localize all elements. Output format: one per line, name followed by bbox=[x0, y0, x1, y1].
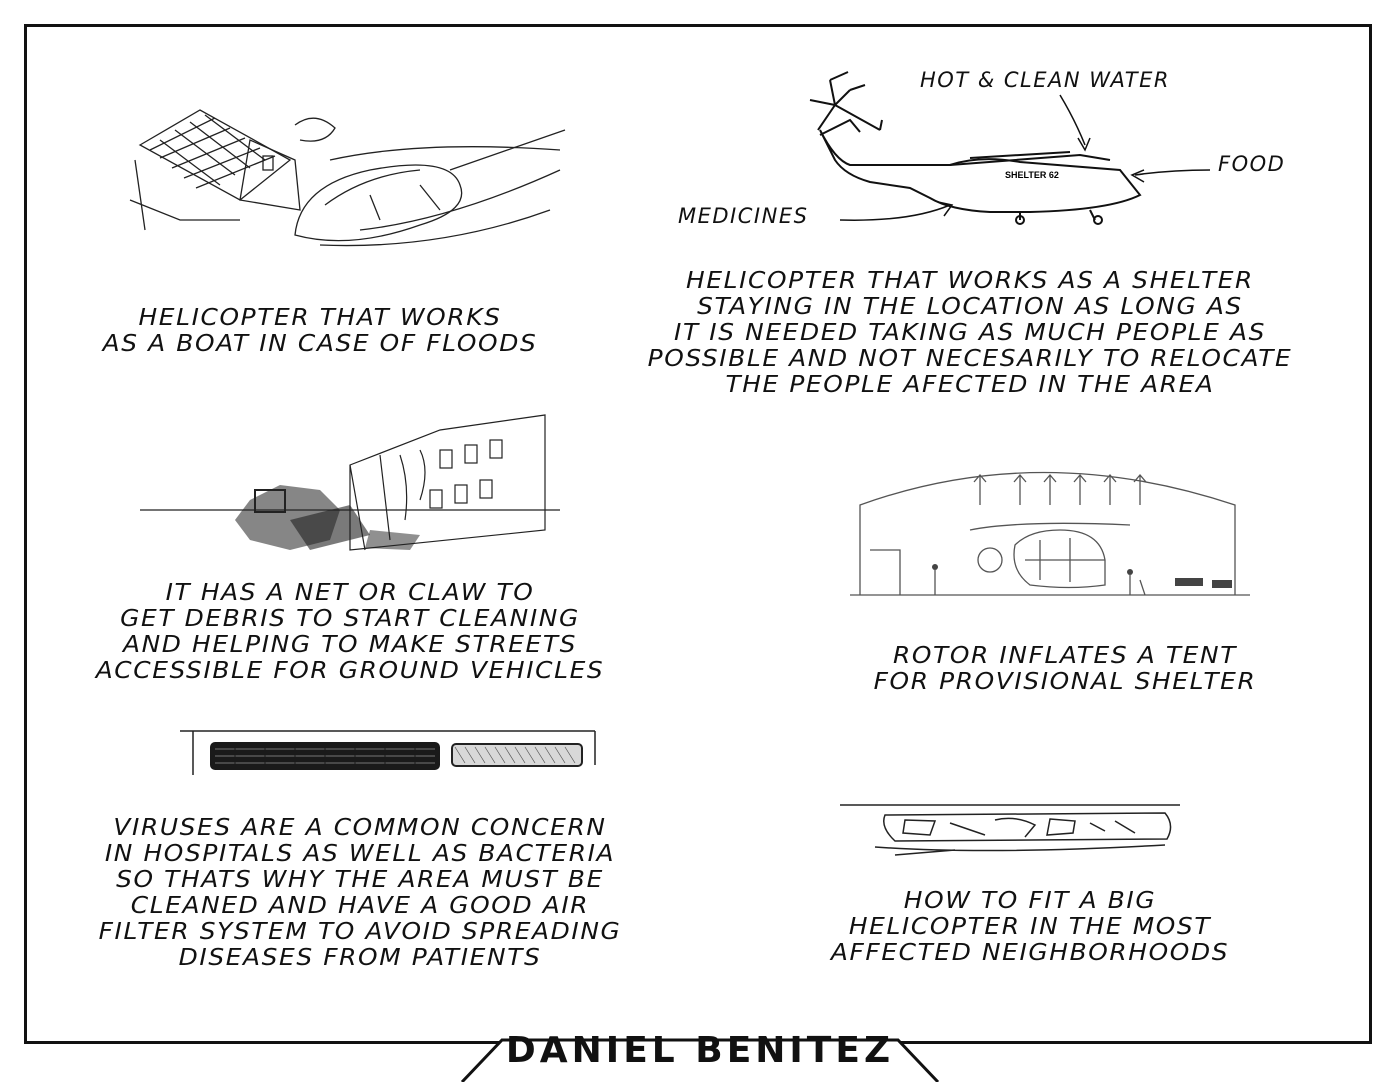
caption-line: AFFECTED NEIGHBORHOODS bbox=[830, 940, 1230, 966]
caption-line: CLEANED AND HAVE A GOOD AIR bbox=[130, 893, 590, 919]
caption-line: SO THATS WHY THE AREA MUST BE bbox=[116, 867, 604, 893]
caption-line: ACCESSIBLE FOR GROUND VEHICLES bbox=[95, 658, 605, 684]
air-filter-sketch bbox=[175, 725, 615, 785]
caption-line: STAYING IN THE LOCATION AS LONG AS bbox=[697, 294, 1243, 320]
caption-air-filter bbox=[58, 815, 663, 971]
caption-line: GET DEBRIS TO START CLEANING bbox=[120, 606, 580, 632]
caption-flood-boat bbox=[61, 305, 579, 357]
label-medicines: MEDICINES bbox=[678, 204, 809, 228]
label-hot-clean-water: HOT & CLEAN WATER bbox=[920, 68, 1170, 92]
caption-debris-claw bbox=[58, 580, 641, 684]
caption-line: AND HELPING TO MAKE STREETS bbox=[122, 632, 578, 658]
caption-line: HELICOPTER IN THE MOST bbox=[848, 914, 1212, 940]
caption-narrow-street bbox=[792, 888, 1267, 966]
caption-line: HOW TO FIT A BIG bbox=[903, 888, 1157, 914]
caption-line: POSSIBLE AND NOT NECESARILY TO RELOCATE bbox=[647, 346, 1293, 372]
caption-line: FOR PROVISIONAL SHELTER bbox=[873, 669, 1257, 695]
author-name: DANIEL BENITEZ bbox=[505, 1030, 895, 1071]
caption-inflatable-tent bbox=[822, 643, 1308, 695]
flood-boat-sketch bbox=[120, 100, 570, 260]
helicopter-marking: SHELTER 62 bbox=[1005, 170, 1059, 180]
caption-line: IT IS NEEDED TAKING AS MUCH PEOPLE AS bbox=[674, 320, 1266, 346]
debris-claw-sketch bbox=[140, 410, 560, 560]
inflatable-tent-sketch bbox=[840, 450, 1260, 610]
caption-line: IT HAS A NET OR CLAW TO bbox=[165, 580, 535, 606]
caption-line: DISEASES FROM PATIENTS bbox=[178, 945, 542, 971]
caption-line: HELICOPTER THAT WORKS AS A SHELTER bbox=[686, 268, 1254, 294]
caption-line: AS A BOAT IN CASE OF FLOODS bbox=[102, 331, 538, 357]
caption-line: ROTOR INFLATES A TENT bbox=[893, 643, 1237, 669]
caption-line: FILTER SYSTEM TO AVOID SPREADING bbox=[98, 919, 622, 945]
label-food: FOOD bbox=[1218, 152, 1286, 176]
caption-shelter bbox=[592, 268, 1348, 398]
caption-line: THE PEOPLE AFECTED IN THE AREA bbox=[725, 372, 1215, 398]
caption-line: HELICOPTER THAT WORKS bbox=[138, 305, 502, 331]
caption-line: VIRUSES ARE A COMMON CONCERN bbox=[113, 815, 607, 841]
caption-line: IN HOSPITALS AS WELL AS BACTERIA bbox=[104, 841, 616, 867]
narrow-street-helicopter-sketch bbox=[835, 795, 1185, 865]
